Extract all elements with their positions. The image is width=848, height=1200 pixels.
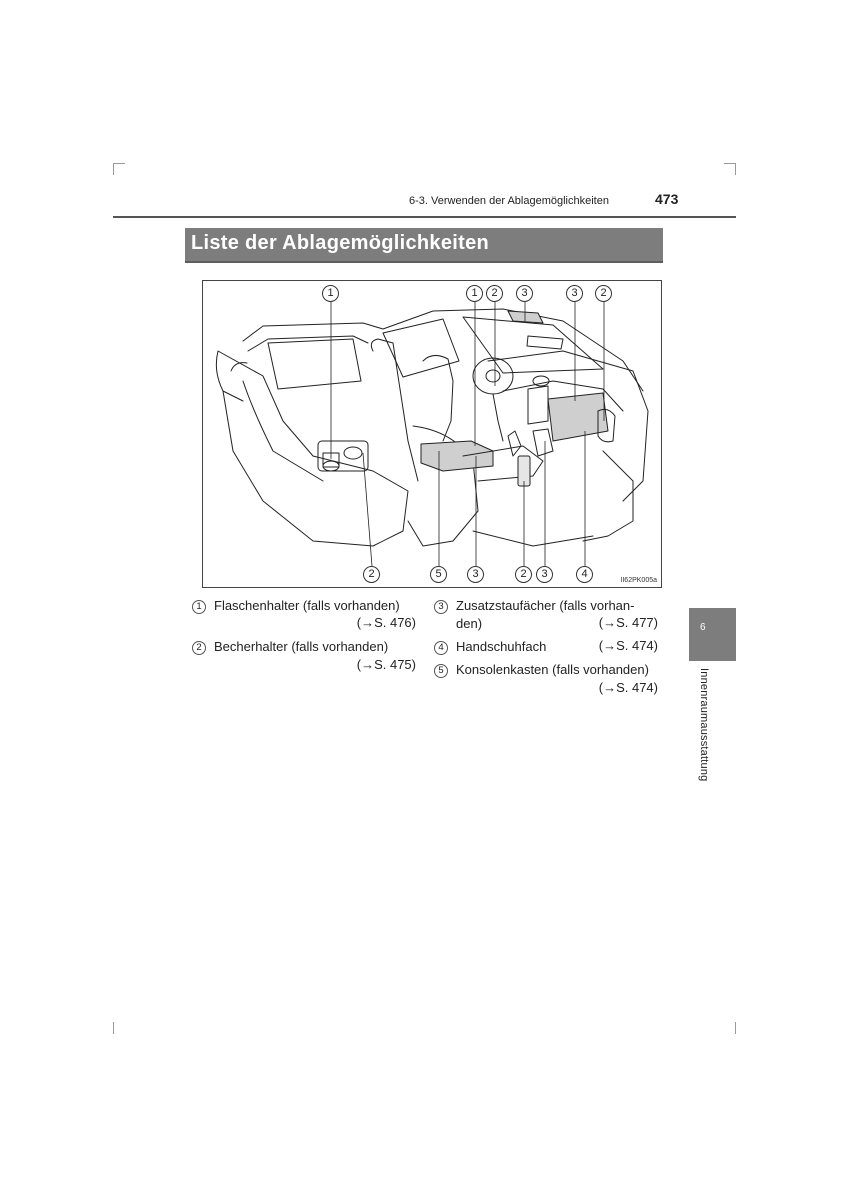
legend-number: 2 [192,641,206,655]
legend-number: 4 [434,641,448,655]
crop-mark [113,163,125,164]
callout-top-1: 1 [322,285,339,302]
figure-code: II62PK005a [620,577,657,584]
chapter-label: Innenraumausstattung [698,668,710,782]
legend-item-4 [434,638,546,656]
page-title: Liste der Ablagemöglichkeiten [191,232,490,254]
callout-bottom-3: 3 [467,566,484,583]
legend-ref-2: (→S. 475) [356,657,416,672]
legend-number: 5 [434,664,448,678]
legend-ref-1: (→S. 476) [356,615,416,630]
legend-item-2 [192,638,388,656]
crop-mark [113,1022,114,1034]
legend-ref-3: (→S. 477) [598,615,658,630]
callout-bottom-2: 5 [430,566,447,583]
callout-top-5: 3 [566,285,583,302]
legend-text: Becherhalter (falls vorhanden) [214,639,389,654]
chapter-number: 6 [700,622,706,633]
legend-ref-4: (→S. 474) [598,638,658,653]
car-interior-drawing [203,281,661,587]
callout-top-6: 2 [595,285,612,302]
legend-item-5 [434,661,649,679]
legend-item-1 [192,597,400,615]
legend-text: Flaschenhalter (falls vorhanden) [214,598,400,613]
legend-text: Zusatzstaufächer (falls vorhan- [456,598,635,613]
legend-number: 3 [434,600,448,614]
crop-mark [735,1022,736,1034]
chapter-tab [689,608,736,661]
callout-bottom-6: 4 [576,566,593,583]
callout-top-4: 3 [516,285,533,302]
callout-top-3: 2 [486,285,503,302]
legend-item-3-cont [456,615,482,633]
title-bar [185,228,663,263]
legend-number: 1 [192,600,206,614]
header-rule [113,216,736,218]
crop-mark [735,163,736,175]
legend-text: den) [456,616,483,631]
crop-mark [113,163,114,175]
legend-text: Konsolenkasten (falls vorhanden) [456,662,649,677]
callout-top-2: 1 [466,285,483,302]
interior-illustration [202,280,662,588]
page-number: 473 [655,191,679,207]
legend-text: Handschuhfach [456,639,547,654]
callout-bottom-4: 2 [515,566,532,583]
section-header: 6-3. Verwenden der Ablagemöglichkeiten [409,195,609,207]
callout-bottom-1: 2 [363,566,380,583]
callout-bottom-5: 3 [536,566,553,583]
legend-item-3 [434,597,634,615]
legend-ref-5: (→S. 474) [598,680,658,695]
